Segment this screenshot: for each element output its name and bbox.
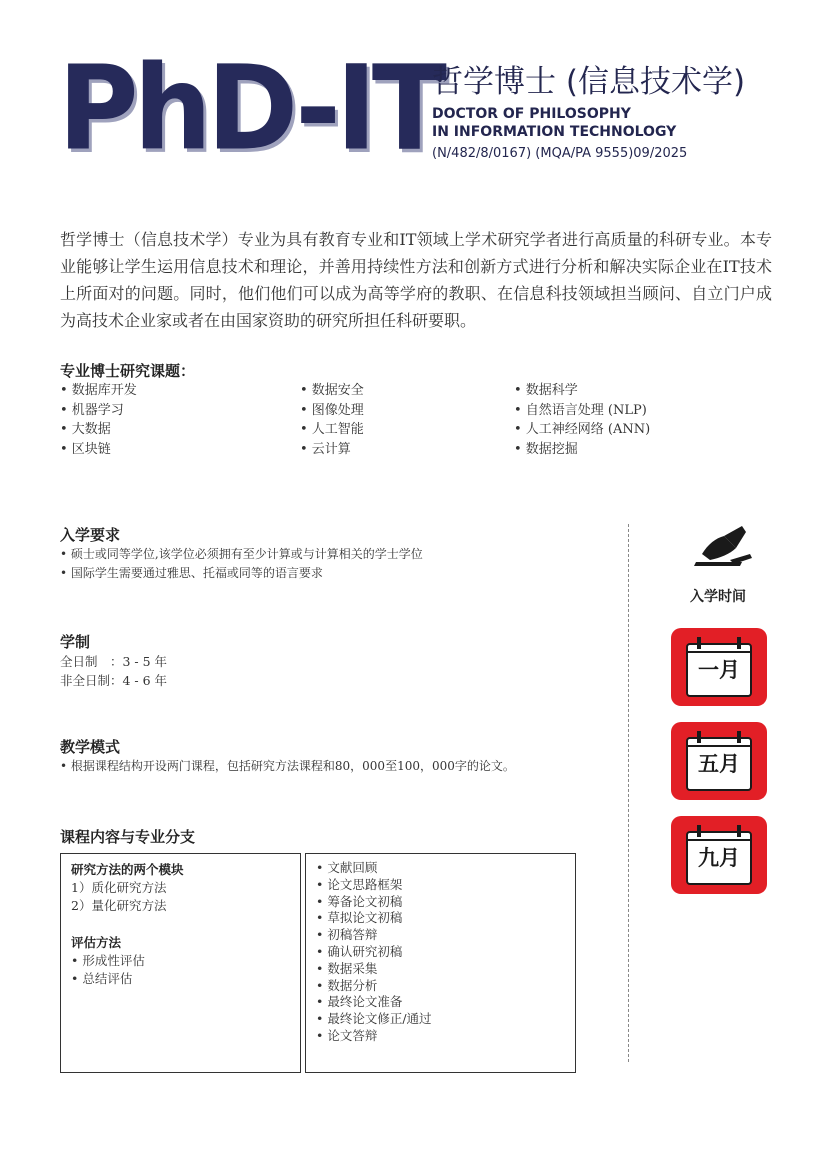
teaching-heading: 教学模式 — [60, 738, 121, 756]
title-block — [432, 62, 745, 165]
thesis-stage-item: • 论文答辩 — [316, 1027, 378, 1043]
title-english-line1: DOCTOR OF PHILOSOPHY — [432, 106, 631, 122]
topics-heading: 专业博士研究课题： — [60, 362, 196, 380]
pen-writing-icon — [690, 524, 756, 570]
topic-item: • 数据科学 — [514, 383, 578, 398]
topics-col2 — [300, 381, 364, 459]
topic-item: • 数据挖掘 — [514, 441, 578, 457]
month-label: 五月 — [698, 752, 740, 776]
topic-item: • 云计算 — [300, 441, 351, 457]
topic-item: • 人工智能 — [300, 422, 364, 437]
topics-col3 — [514, 381, 650, 459]
topic-item: • 图像处理 — [300, 402, 364, 418]
calendar-may — [671, 722, 767, 800]
topic-item: • 区块链 — [60, 441, 111, 457]
teaching-item: • 根据课程结构开设两门课程，包括研究方法课程和80，000至100，000字的论文。 — [60, 759, 515, 773]
curriculum-right-box — [305, 853, 576, 1073]
duration-item: 全日制 ：3 - 5 年 — [60, 654, 168, 669]
research-module-item: 2）量化研究方法 — [71, 898, 167, 913]
admission-list — [60, 545, 423, 583]
thesis-stage-item: • 最终论文准备 — [316, 994, 403, 1010]
dashed-divider — [628, 524, 629, 1062]
topic-item: • 大数据 — [60, 422, 111, 437]
curriculum-left-box — [60, 853, 301, 1073]
thesis-stage-item: • 文献回顾 — [316, 860, 378, 875]
topic-item: • 自然语言处理 (NLP) — [514, 402, 647, 418]
accreditation-code: (N/482/8/0167) (MQA/PA 9555)09/2025 — [432, 146, 688, 161]
admission-item: • 硕士或同等学位,该学位必须拥有至少计算或与计算相关的学士学位 — [60, 547, 423, 561]
duration-item: 非全日制：4 - 6 年 — [60, 673, 168, 688]
topic-item: • 机器学习 — [60, 402, 124, 418]
assessment-item: • 形成性评估 — [71, 953, 145, 968]
topics-col1 — [60, 381, 137, 459]
admission-heading: 入学要求 — [60, 526, 121, 544]
topic-item: • 数据安全 — [300, 383, 364, 398]
topic-item: • 数据库开发 — [60, 383, 137, 398]
research-modules-heading: 研究方法的两个模块 — [71, 862, 184, 877]
assessment-item: • 总结评估 — [71, 971, 133, 986]
duration-list — [60, 652, 167, 690]
month-label: 一月 — [698, 658, 740, 682]
duration-heading: 学制 — [60, 633, 91, 651]
curriculum-heading: 课程内容与专业分支 — [60, 828, 196, 846]
thesis-stage-item: • 论文思路框架 — [316, 876, 403, 892]
calendar-january — [671, 628, 767, 706]
admission-item: • 国际学生需要通过雅思、托福或同等的语言要求 — [60, 566, 323, 580]
teaching-list — [60, 757, 515, 776]
intake-label: 入学时间 — [690, 589, 746, 605]
program-logo: PhD-IT — [58, 40, 442, 177]
title-chinese: 哲学博士 (信息技术学) — [432, 64, 746, 100]
thesis-stage-item: • 最终论文修正/通过 — [316, 1011, 432, 1027]
thesis-stage-item: • 数据分析 — [316, 977, 378, 993]
topic-item: • 人工神经网络 (ANN) — [514, 422, 651, 437]
thesis-stage-item: • 草拟论文初稿 — [316, 910, 403, 926]
research-module-item: 1）质化研究方法 — [71, 880, 167, 895]
title-english-line2: IN INFORMATION TECHNOLOGY — [432, 124, 677, 140]
thesis-stage-item: • 筹备论文初稿 — [316, 893, 403, 909]
thesis-stage-item: • 确认研究初稿 — [316, 943, 403, 959]
assessment-heading: 评估方法 — [71, 935, 122, 950]
month-label: 九月 — [698, 846, 740, 870]
calendar-september — [671, 816, 767, 894]
thesis-stage-item: • 数据采集 — [316, 960, 378, 976]
thesis-stage-item: • 初稿答辩 — [316, 927, 378, 943]
intro-paragraph: 哲学博士（信息技术学）专业为具有教育专业和IT领域上学术研究学者进行高质量的科研专业。本专业能够让学生运用信息技术和理论，并善用持续性方法和创新方式进行分析和解决实际企业在IT技术上所面对的问题。同时，他们他们可以成为高等学府的教职、在信息科技领域担当顾问、自立门户成为高技术企业家或者在由国家资助的研究所担任科研要职。 — [60, 230, 772, 330]
